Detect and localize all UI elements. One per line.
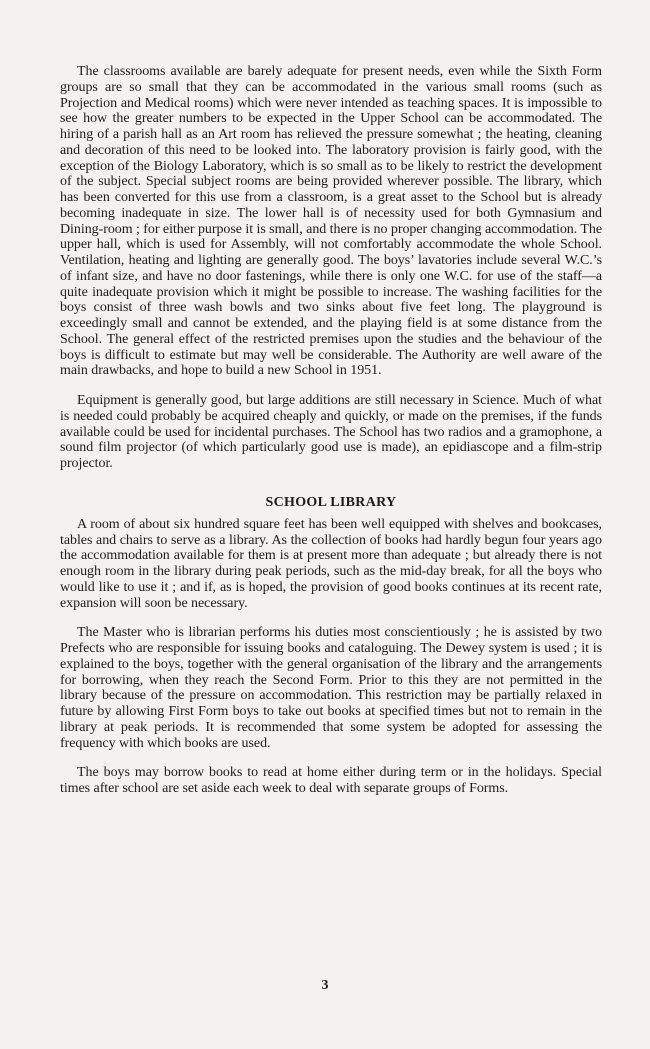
paragraph-equipment: Equipment is generally good, but large additions are still necessary in Science. Much of what is needed could probably be acquired cheaply and quickly, or made on the premises, if the funds available could be used for incidental purchases. The School has two radios and a gramophone, a sound film projector (of which particularly good use is made), an epidiascope and a film-strip projector. [60,393,602,471]
paragraph-borrowing: The boys may borrow books to read at home either during term or in the holidays. Special times after school are set aside each week to deal with separate groups of Forms. [60,765,602,796]
paragraph-library-room: A room of about six hundred square feet has been well equipped with shelves and bookcases, tables and chairs to serve as a library. As the collection of books had hardly begun four years ago the accommodation available for them is at present more than adequate ; but already there is not enough room in the library during peak periods, such as the mid-day break, for all the boys who would like to use it ; and if, as is hoped, the provision of good books continues at its recent rate, expansion will soon be necessary. [60,516,602,611]
text-column [60,64,602,797]
section-heading-school-library: SCHOOL LIBRARY [265,494,397,510]
page-number: 3 [321,978,329,993]
paragraph-premises: The classrooms available are barely adequate for present needs, even while the Sixth Form groups are so small that they can be accommodated in the various small rooms (such as Projection and Medical rooms) which were never intended as teaching spaces. It is impossible to see how the greater numbers to be expected in the Upper School can be accommodated. The hiring of a parish hall as an Art room has relieved the pressure somewhat ; the heating, cleaning and decoration of this need to be looked into. The laboratory provision is fairly good, with the exception of the Biology Laboratory, which is so small as to be likely to restrict the development of the subject. Special subject rooms are being provided wherever possible. The library, which has been converted for this use from a classroom, is a great asset to the School but is already becoming inadequate in size. The lower hall is of necessity used for both Gymnasium and Dining-room ; for either purpose it is small, and there is no proper changing accommodation. The upper hall, which is used for Assembly, will not comfortably accommodate the whole School. Ventilation, heating and lighting are generally good. The boys’ lavatories include several W.C.’s of infant size, and have no door fastenings, while there is only one W.C. for use of the staff—a quite inadequate provision which it might be possible to increase. The washing facilities for the boys consist of three wash bowls and two sinks about five feet long. The playground is exceedingly small and cannot be extended, and the playing field is at some distance from the School. The general effect of the restricted premises upon the studies and the behaviour of the boys is difficult to estimate but may well be considerable. The Authority are well aware of the main drawbacks, and hope to build a new School in 1951. [60,64,602,379]
paragraph-librarian: The Master who is librarian performs his duties most conscientiously ; he is assisted by two Prefects who are responsible for issuing books and cataloguing. The Dewey system is used ; it is explained to the boys, together with the general organisation of the library and the arrangements for borrowing, when they reach the Second Form. Prior to this they are not permitted in the library because of the pressure on accommodation. This restriction may be partially relaxed in future by allowing First Form boys to take out books at specified times but not to remain in the library at peak periods. It is recommended that some system be adopted for assessing the frequency with which books are used. [60,625,602,751]
